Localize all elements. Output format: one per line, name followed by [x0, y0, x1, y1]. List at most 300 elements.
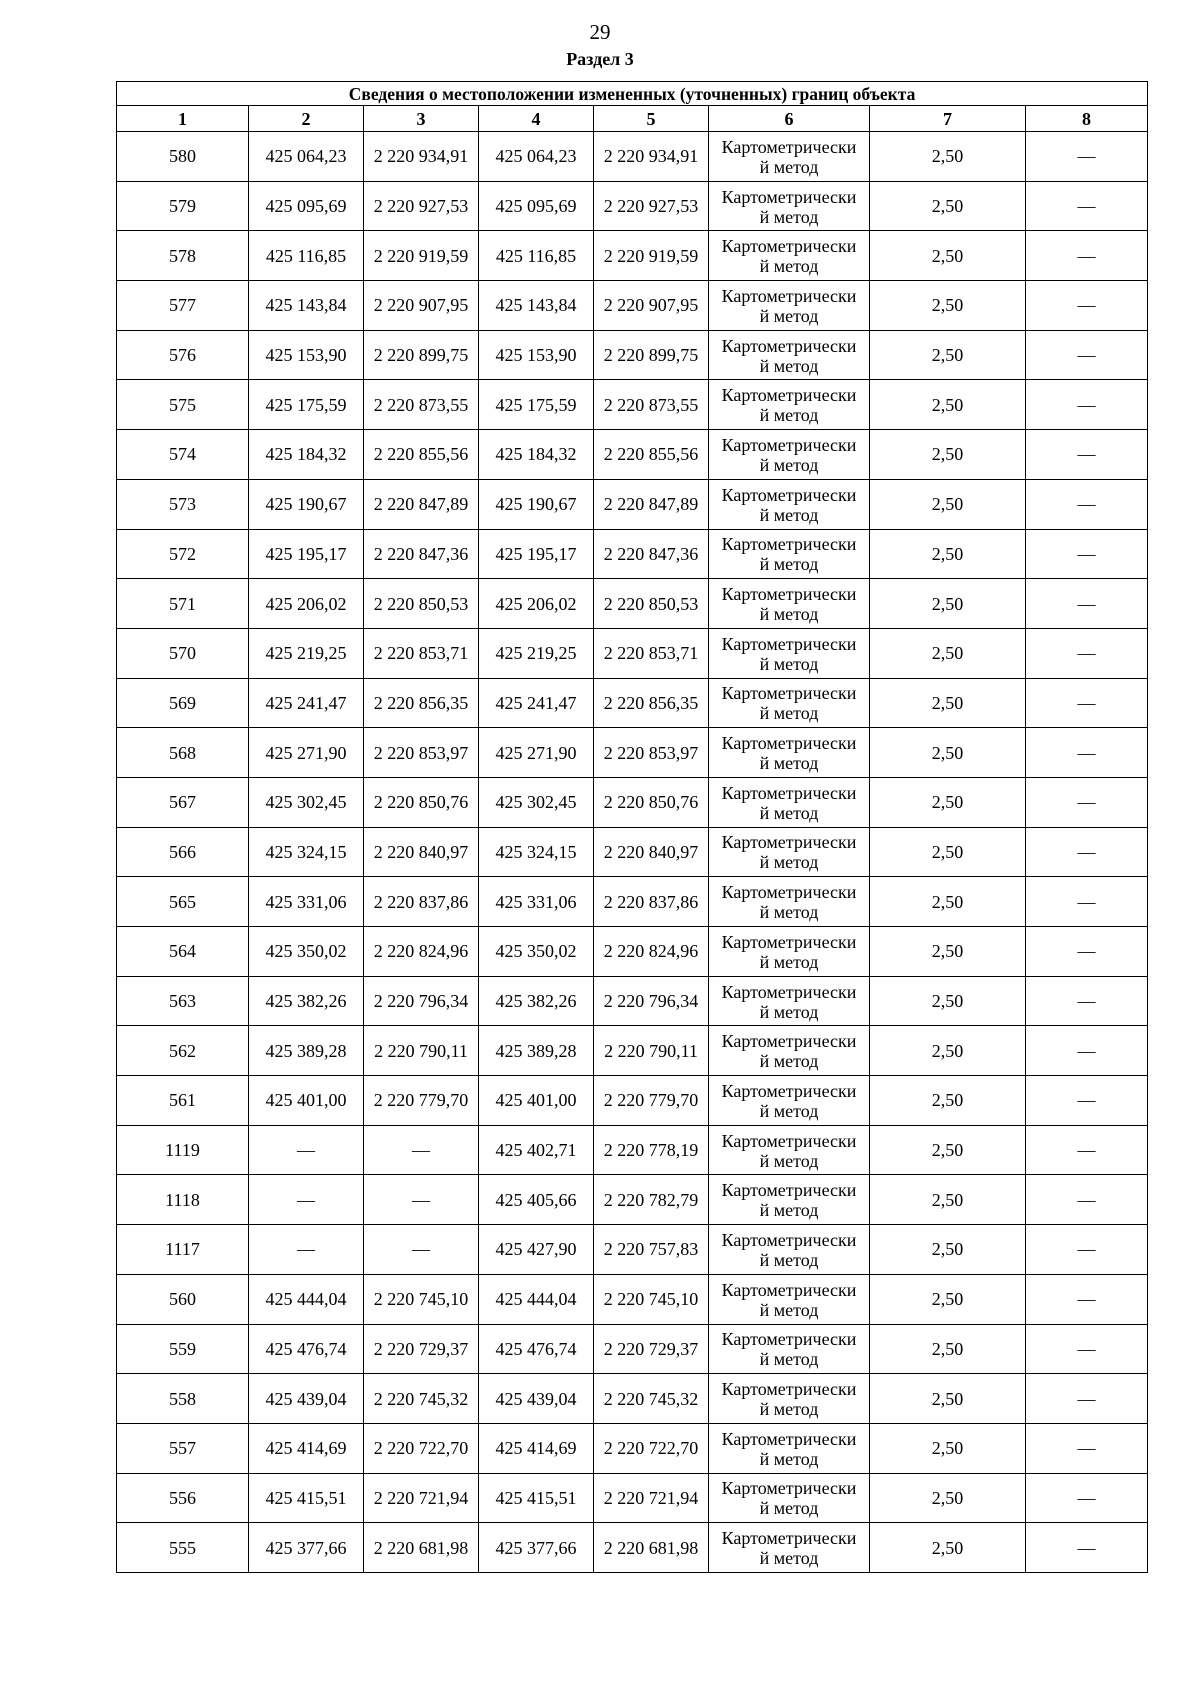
- accuracy-cell: 2,50: [870, 1125, 1026, 1175]
- method-cell: [709, 1175, 870, 1225]
- accuracy-cell: 2,50: [870, 1274, 1026, 1324]
- accuracy-cell: 2,50: [870, 479, 1026, 529]
- y-existing-cell: 2 220 790,11: [364, 1026, 479, 1076]
- column-header-row: [117, 106, 1148, 132]
- accuracy-cell: 2,50: [870, 380, 1026, 430]
- y-existing-cell: 2 220 745,10: [364, 1274, 479, 1324]
- note-cell: —: [1026, 927, 1148, 977]
- y-updated-cell: 2 220 934,91: [594, 132, 709, 182]
- table-row: [117, 1175, 1148, 1225]
- method-line-1: Картометрически: [721, 1031, 857, 1052]
- y-existing-cell: 2 220 853,71: [364, 628, 479, 678]
- y-existing-cell: 2 220 919,59: [364, 231, 479, 281]
- y-updated-cell: 2 220 757,83: [594, 1225, 709, 1275]
- table-row: [117, 132, 1148, 182]
- y-updated-cell: 2 220 907,95: [594, 281, 709, 331]
- method-line-1: Картометрически: [721, 236, 857, 257]
- note-cell: —: [1026, 1523, 1148, 1573]
- x-existing-cell: 425 415,51: [249, 1473, 364, 1523]
- y-existing-cell: —: [364, 1175, 479, 1225]
- x-existing-cell: 425 476,74: [249, 1324, 364, 1374]
- note-cell: —: [1026, 976, 1148, 1026]
- method-line-1: Картометрически: [721, 981, 857, 1002]
- x-updated-cell: 425 401,00: [479, 1076, 594, 1126]
- method-cell: [709, 1225, 870, 1275]
- x-existing-cell: 425 401,00: [249, 1076, 364, 1126]
- note-cell: —: [1026, 1374, 1148, 1424]
- table-row: [117, 777, 1148, 827]
- note-cell: —: [1026, 1076, 1148, 1126]
- point-number-cell: 569: [117, 678, 249, 728]
- table-row: [117, 877, 1148, 927]
- method-line-2: й метод: [759, 1448, 819, 1469]
- x-existing-cell: 425 190,67: [249, 479, 364, 529]
- x-existing-cell: 425 382,26: [249, 976, 364, 1026]
- method-line-2: й метод: [759, 355, 819, 376]
- table-row: [117, 479, 1148, 529]
- x-updated-cell: 425 219,25: [479, 628, 594, 678]
- method-cell: [709, 380, 870, 430]
- note-cell: —: [1026, 728, 1148, 778]
- y-updated-cell: 2 220 856,35: [594, 678, 709, 728]
- x-existing-cell: 425 324,15: [249, 827, 364, 877]
- x-existing-cell: —: [249, 1125, 364, 1175]
- y-existing-cell: 2 220 796,34: [364, 976, 479, 1026]
- y-existing-cell: 2 220 847,36: [364, 529, 479, 579]
- x-updated-cell: 425 350,02: [479, 927, 594, 977]
- y-updated-cell: 2 220 853,97: [594, 728, 709, 778]
- point-number-cell: 566: [117, 827, 249, 877]
- point-number-cell: 564: [117, 927, 249, 977]
- x-existing-cell: 425 064,23: [249, 132, 364, 182]
- method-cell: [709, 1076, 870, 1126]
- note-cell: —: [1026, 1324, 1148, 1374]
- point-number-cell: 556: [117, 1473, 249, 1523]
- note-cell: —: [1026, 827, 1148, 877]
- note-cell: —: [1026, 330, 1148, 380]
- y-existing-cell: 2 220 853,97: [364, 728, 479, 778]
- table-row: [117, 628, 1148, 678]
- accuracy-cell: 2,50: [870, 927, 1026, 977]
- x-existing-cell: 425 143,84: [249, 281, 364, 331]
- method-line-2: й метод: [759, 703, 819, 724]
- method-cell: [709, 430, 870, 480]
- table-row: [117, 728, 1148, 778]
- x-existing-cell: —: [249, 1175, 364, 1225]
- note-cell: —: [1026, 479, 1148, 529]
- method-cell: [709, 728, 870, 778]
- method-line-1: Картометрически: [721, 584, 857, 605]
- y-updated-cell: 2 220 927,53: [594, 181, 709, 231]
- method-line-2: й метод: [759, 753, 819, 774]
- y-updated-cell: 2 220 745,10: [594, 1274, 709, 1324]
- method-line-2: й метод: [759, 902, 819, 923]
- note-cell: —: [1026, 181, 1148, 231]
- accuracy-cell: 2,50: [870, 231, 1026, 281]
- method-cell: [709, 927, 870, 977]
- point-number-cell: 579: [117, 181, 249, 231]
- column-header-7: 7: [870, 106, 1026, 132]
- accuracy-cell: 2,50: [870, 728, 1026, 778]
- point-number-cell: 578: [117, 231, 249, 281]
- note-cell: —: [1026, 579, 1148, 629]
- y-existing-cell: 2 220 934,91: [364, 132, 479, 182]
- accuracy-cell: 2,50: [870, 1324, 1026, 1374]
- method-cell: [709, 1523, 870, 1573]
- method-cell: [709, 777, 870, 827]
- note-cell: —: [1026, 281, 1148, 331]
- y-existing-cell: 2 220 840,97: [364, 827, 479, 877]
- table-row: [117, 1423, 1148, 1473]
- y-updated-cell: 2 220 782,79: [594, 1175, 709, 1225]
- method-cell: [709, 479, 870, 529]
- y-existing-cell: 2 220 899,75: [364, 330, 479, 380]
- accuracy-cell: 2,50: [870, 430, 1026, 480]
- accuracy-cell: 2,50: [870, 1374, 1026, 1424]
- y-updated-cell: 2 220 729,37: [594, 1324, 709, 1374]
- x-updated-cell: 425 389,28: [479, 1026, 594, 1076]
- method-line-1: Картометрически: [721, 782, 857, 803]
- table-row: [117, 927, 1148, 977]
- x-existing-cell: 425 195,17: [249, 529, 364, 579]
- point-number-cell: 1117: [117, 1225, 249, 1275]
- y-existing-cell: 2 220 907,95: [364, 281, 479, 331]
- method-line-1: Картометрически: [721, 534, 857, 555]
- note-cell: —: [1026, 430, 1148, 480]
- table-row: [117, 181, 1148, 231]
- y-updated-cell: 2 220 824,96: [594, 927, 709, 977]
- x-existing-cell: 425 377,66: [249, 1523, 364, 1573]
- table-row: [117, 827, 1148, 877]
- table-row: [117, 1374, 1148, 1424]
- method-line-1: Картометрически: [721, 484, 857, 505]
- x-updated-cell: 425 206,02: [479, 579, 594, 629]
- table-caption: Сведения о местоположении измененных (уточненных) границ объекта: [117, 82, 1148, 106]
- point-number-cell: 563: [117, 976, 249, 1026]
- point-number-cell: 568: [117, 728, 249, 778]
- method-cell: [709, 330, 870, 380]
- y-updated-cell: 2 220 919,59: [594, 231, 709, 281]
- note-cell: —: [1026, 1175, 1148, 1225]
- point-number-cell: 1119: [117, 1125, 249, 1175]
- method-cell: [709, 231, 870, 281]
- x-updated-cell: 425 444,04: [479, 1274, 594, 1324]
- method-line-2: й метод: [759, 1100, 819, 1121]
- x-existing-cell: 425 271,90: [249, 728, 364, 778]
- point-number-cell: 1118: [117, 1175, 249, 1225]
- point-number-cell: 557: [117, 1423, 249, 1473]
- point-number-cell: 567: [117, 777, 249, 827]
- y-updated-cell: 2 220 850,53: [594, 579, 709, 629]
- y-existing-cell: 2 220 850,76: [364, 777, 479, 827]
- y-updated-cell: 2 220 681,98: [594, 1523, 709, 1573]
- table-row: [117, 529, 1148, 579]
- note-cell: —: [1026, 1473, 1148, 1523]
- table-row: [117, 1324, 1148, 1374]
- y-updated-cell: 2 220 721,94: [594, 1473, 709, 1523]
- method-cell: [709, 1274, 870, 1324]
- method-line-1: Картометрически: [721, 1180, 857, 1201]
- method-line-2: й метод: [759, 1001, 819, 1022]
- table-row: [117, 579, 1148, 629]
- table-row: [117, 1274, 1148, 1324]
- point-number-cell: 575: [117, 380, 249, 430]
- y-existing-cell: 2 220 847,89: [364, 479, 479, 529]
- note-cell: —: [1026, 529, 1148, 579]
- method-line-2: й метод: [759, 1249, 819, 1270]
- point-number-cell: 561: [117, 1076, 249, 1126]
- x-existing-cell: 425 414,69: [249, 1423, 364, 1473]
- x-updated-cell: 425 195,17: [479, 529, 594, 579]
- point-number-cell: 565: [117, 877, 249, 927]
- method-line-1: Картометрически: [721, 136, 857, 157]
- accuracy-cell: 2,50: [870, 281, 1026, 331]
- y-updated-cell: 2 220 855,56: [594, 430, 709, 480]
- y-existing-cell: 2 220 722,70: [364, 1423, 479, 1473]
- x-updated-cell: 425 414,69: [479, 1423, 594, 1473]
- y-existing-cell: 2 220 721,94: [364, 1473, 479, 1523]
- x-updated-cell: 425 095,69: [479, 181, 594, 231]
- method-line-2: й метод: [759, 405, 819, 426]
- method-line-2: й метод: [759, 1299, 819, 1320]
- y-updated-cell: 2 220 899,75: [594, 330, 709, 380]
- y-updated-cell: 2 220 796,34: [594, 976, 709, 1026]
- point-number-cell: 558: [117, 1374, 249, 1424]
- point-number-cell: 576: [117, 330, 249, 380]
- method-line-2: й метод: [759, 951, 819, 972]
- method-cell: [709, 132, 870, 182]
- y-existing-cell: 2 220 850,53: [364, 579, 479, 629]
- method-line-2: й метод: [759, 206, 819, 227]
- method-line-1: Картометрически: [721, 1229, 857, 1250]
- method-line-1: Картометрически: [721, 1428, 857, 1449]
- x-updated-cell: 425 184,32: [479, 430, 594, 480]
- note-cell: —: [1026, 678, 1148, 728]
- method-line-1: Картометрически: [721, 186, 857, 207]
- y-updated-cell: 2 220 840,97: [594, 827, 709, 877]
- x-updated-cell: 425 302,45: [479, 777, 594, 827]
- y-existing-cell: 2 220 779,70: [364, 1076, 479, 1126]
- method-cell: [709, 1324, 870, 1374]
- method-line-2: й метод: [759, 554, 819, 575]
- x-existing-cell: 425 389,28: [249, 1026, 364, 1076]
- method-line-1: Картометрически: [721, 931, 857, 952]
- method-line-1: Картометрически: [721, 733, 857, 754]
- y-updated-cell: 2 220 850,76: [594, 777, 709, 827]
- y-updated-cell: 2 220 779,70: [594, 1076, 709, 1126]
- x-existing-cell: 425 241,47: [249, 678, 364, 728]
- method-line-1: Картометрически: [721, 1279, 857, 1300]
- x-existing-cell: —: [249, 1225, 364, 1275]
- x-existing-cell: 425 206,02: [249, 579, 364, 629]
- method-cell: [709, 1026, 870, 1076]
- coordinates-table: [116, 81, 1148, 1573]
- x-updated-cell: 425 324,15: [479, 827, 594, 877]
- method-line-1: Картометрически: [721, 1329, 857, 1350]
- note-cell: —: [1026, 1274, 1148, 1324]
- method-cell: [709, 181, 870, 231]
- table-row: [117, 678, 1148, 728]
- accuracy-cell: 2,50: [870, 579, 1026, 629]
- note-cell: —: [1026, 628, 1148, 678]
- accuracy-cell: 2,50: [870, 976, 1026, 1026]
- method-line-2: й метод: [759, 653, 819, 674]
- y-existing-cell: 2 220 745,32: [364, 1374, 479, 1424]
- accuracy-cell: 2,50: [870, 1523, 1026, 1573]
- column-header-1: 1: [117, 106, 249, 132]
- table-row: [117, 1026, 1148, 1076]
- x-existing-cell: 425 302,45: [249, 777, 364, 827]
- method-cell: [709, 976, 870, 1026]
- x-existing-cell: 425 350,02: [249, 927, 364, 977]
- accuracy-cell: 2,50: [870, 1076, 1026, 1126]
- y-updated-cell: 2 220 790,11: [594, 1026, 709, 1076]
- table-row: [117, 1125, 1148, 1175]
- table-body: [117, 132, 1148, 1573]
- x-existing-cell: 425 439,04: [249, 1374, 364, 1424]
- column-header-3: 3: [364, 106, 479, 132]
- table-row: [117, 1076, 1148, 1126]
- method-line-1: Картометрически: [721, 633, 857, 654]
- accuracy-cell: 2,50: [870, 330, 1026, 380]
- x-existing-cell: 425 095,69: [249, 181, 364, 231]
- method-line-2: й метод: [759, 802, 819, 823]
- x-existing-cell: 425 116,85: [249, 231, 364, 281]
- note-cell: —: [1026, 877, 1148, 927]
- y-existing-cell: 2 220 837,86: [364, 877, 479, 927]
- x-existing-cell: 425 331,06: [249, 877, 364, 927]
- note-cell: —: [1026, 1423, 1148, 1473]
- table-row: [117, 1523, 1148, 1573]
- table-row: [117, 281, 1148, 331]
- y-existing-cell: —: [364, 1225, 479, 1275]
- point-number-cell: 570: [117, 628, 249, 678]
- x-existing-cell: 425 153,90: [249, 330, 364, 380]
- accuracy-cell: 2,50: [870, 529, 1026, 579]
- method-line-1: Картометрически: [721, 434, 857, 455]
- y-existing-cell: 2 220 681,98: [364, 1523, 479, 1573]
- method-cell: [709, 877, 870, 927]
- y-updated-cell: 2 220 778,19: [594, 1125, 709, 1175]
- method-cell: [709, 1473, 870, 1523]
- accuracy-cell: 2,50: [870, 1026, 1026, 1076]
- accuracy-cell: 2,50: [870, 132, 1026, 182]
- method-line-1: Картометрически: [721, 683, 857, 704]
- column-header-4: 4: [479, 106, 594, 132]
- method-cell: [709, 1423, 870, 1473]
- x-existing-cell: 425 219,25: [249, 628, 364, 678]
- note-cell: —: [1026, 1225, 1148, 1275]
- x-updated-cell: 425 476,74: [479, 1324, 594, 1374]
- y-existing-cell: 2 220 729,37: [364, 1324, 479, 1374]
- table-row: [117, 380, 1148, 430]
- column-header-5: 5: [594, 106, 709, 132]
- note-cell: —: [1026, 380, 1148, 430]
- point-number-cell: 555: [117, 1523, 249, 1573]
- y-updated-cell: 2 220 837,86: [594, 877, 709, 927]
- method-line-2: й метод: [759, 1498, 819, 1519]
- point-number-cell: 572: [117, 529, 249, 579]
- method-cell: [709, 281, 870, 331]
- x-updated-cell: 425 402,71: [479, 1125, 594, 1175]
- table-row: [117, 1225, 1148, 1275]
- note-cell: —: [1026, 777, 1148, 827]
- x-updated-cell: 425 175,59: [479, 380, 594, 430]
- method-cell: [709, 1125, 870, 1175]
- method-line-2: й метод: [759, 156, 819, 177]
- y-updated-cell: 2 220 853,71: [594, 628, 709, 678]
- method-line-2: й метод: [759, 504, 819, 525]
- method-line-1: Картометрически: [721, 882, 857, 903]
- y-existing-cell: 2 220 856,35: [364, 678, 479, 728]
- section-title: Раздел 3: [566, 49, 634, 69]
- x-updated-cell: 425 439,04: [479, 1374, 594, 1424]
- method-cell: [709, 579, 870, 629]
- x-updated-cell: 425 190,67: [479, 479, 594, 529]
- x-updated-cell: 425 427,90: [479, 1225, 594, 1275]
- method-line-1: Картометрически: [721, 1080, 857, 1101]
- x-updated-cell: 425 377,66: [479, 1523, 594, 1573]
- method-line-1: Картометрически: [721, 385, 857, 406]
- y-existing-cell: 2 220 855,56: [364, 430, 479, 480]
- note-cell: —: [1026, 132, 1148, 182]
- y-updated-cell: 2 220 847,89: [594, 479, 709, 529]
- x-updated-cell: 425 331,06: [479, 877, 594, 927]
- table-row: [117, 330, 1148, 380]
- point-number-cell: 574: [117, 430, 249, 480]
- x-existing-cell: 425 175,59: [249, 380, 364, 430]
- y-updated-cell: 2 220 722,70: [594, 1423, 709, 1473]
- accuracy-cell: 2,50: [870, 678, 1026, 728]
- page-number: 29: [589, 20, 611, 44]
- x-existing-cell: 425 184,32: [249, 430, 364, 480]
- y-existing-cell: 2 220 927,53: [364, 181, 479, 231]
- method-line-2: й метод: [759, 1200, 819, 1221]
- y-existing-cell: —: [364, 1125, 479, 1175]
- x-updated-cell: 425 415,51: [479, 1473, 594, 1523]
- method-line-2: й метод: [759, 1399, 819, 1420]
- accuracy-cell: 2,50: [870, 1225, 1026, 1275]
- method-line-1: Картометрически: [721, 1130, 857, 1151]
- y-updated-cell: 2 220 847,36: [594, 529, 709, 579]
- accuracy-cell: 2,50: [870, 181, 1026, 231]
- x-updated-cell: 425 405,66: [479, 1175, 594, 1225]
- y-updated-cell: 2 220 873,55: [594, 380, 709, 430]
- method-cell: [709, 678, 870, 728]
- method-line-2: й метод: [759, 454, 819, 475]
- note-cell: —: [1026, 1125, 1148, 1175]
- note-cell: —: [1026, 1026, 1148, 1076]
- table-row: [117, 976, 1148, 1026]
- point-number-cell: 571: [117, 579, 249, 629]
- accuracy-cell: 2,50: [870, 777, 1026, 827]
- method-line-2: й метод: [759, 256, 819, 277]
- point-number-cell: 560: [117, 1274, 249, 1324]
- method-line-1: Картометрически: [721, 285, 857, 306]
- x-updated-cell: 425 116,85: [479, 231, 594, 281]
- point-number-cell: 559: [117, 1324, 249, 1374]
- method-cell: [709, 628, 870, 678]
- x-updated-cell: 425 064,23: [479, 132, 594, 182]
- table-row: [117, 231, 1148, 281]
- method-line-2: й метод: [759, 1349, 819, 1370]
- point-number-cell: 580: [117, 132, 249, 182]
- method-cell: [709, 529, 870, 579]
- y-existing-cell: 2 220 873,55: [364, 380, 479, 430]
- method-line-1: Картометрически: [721, 832, 857, 853]
- accuracy-cell: 2,50: [870, 628, 1026, 678]
- x-updated-cell: 425 271,90: [479, 728, 594, 778]
